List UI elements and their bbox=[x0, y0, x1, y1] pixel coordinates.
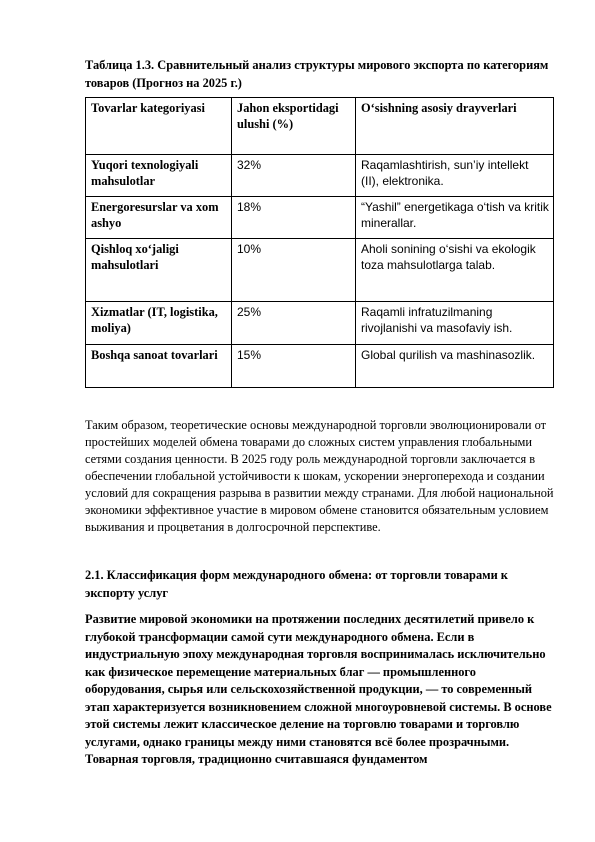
cell-category: Boshqa sanoat tovarlari bbox=[86, 345, 232, 388]
table-caption: Таблица 1.3. Сравнительный анализ структуры мирового экспорта по категориям товаров (Прогноз на 2025 г.) bbox=[85, 58, 549, 90]
table-row bbox=[86, 197, 554, 239]
table-row bbox=[86, 239, 554, 302]
cell-drivers: Global qurilish va mashinasozlik. bbox=[356, 345, 554, 388]
section-heading: 2.1. Классификация форм международного обмена: от торговли товарами к экспорту услуг bbox=[85, 568, 508, 600]
cell-share: 18% bbox=[232, 197, 356, 239]
cell-drivers: Raqamlashtirish, sun’iy intellekt (II), elektronika. bbox=[356, 155, 554, 197]
table-row bbox=[86, 155, 554, 197]
cell-category: Yuqori texnologiyali mahsulotlar bbox=[86, 155, 232, 197]
bold-paragraph: Развитие мировой экономики на протяжении последних десятилетий привело к глубокой трансформации самой сути международного обмена. Если в индустриальную эпоху международная торговля воспринималась исключительно как физическое перемещение материальных благ — промышленного оборудования, сырья или сельскохозяйственной продукции, — то современный этап характеризуется возникновением сложной многоуровневой системы. В основе этой системы лежит классическое деление на торговлю товарами и торговлю услугами, однако границы между ними становятся всё более прозрачными. Товарная торговля, традиционно считавшаяся фундаментом bbox=[85, 612, 552, 766]
cell-drivers: Aholi sonining o‘sishi va ekologik toza mahsulotlarga talab. bbox=[356, 239, 554, 302]
table-header-row bbox=[86, 98, 554, 155]
cell-drivers: “Yashil” energetikaga o‘tish va kritik minerallar. bbox=[356, 197, 554, 239]
table-row bbox=[86, 345, 554, 388]
body-paragraph: Таким образом, теоретические основы международной торговли эволюционировали от простейших моделей обмена товарами до сложных систем управления глобальными сетями создания ценности. В 2025 году роль международной торговли заключается в обеспечении глобальной устойчивости к шокам, ускорении энергоперехода и создании условий для сокращения разрыва в развитии между странами. Для любой национальной экономики эффективное участие в мировом обмене становится обязательным условием выживания и процветания в долгосрочной перспективе. bbox=[85, 418, 554, 534]
cell-category: Xizmatlar (IT, logistika, moliya) bbox=[86, 302, 232, 345]
cell-drivers: Raqamli infratuzilmaning rivojlanishi va masofaviy ish. bbox=[356, 302, 554, 345]
cell-share: 10% bbox=[232, 239, 356, 302]
export-structure-table bbox=[85, 97, 554, 388]
cell-share: 25% bbox=[232, 302, 356, 345]
cell-share: 32% bbox=[232, 155, 356, 197]
cell-share: 15% bbox=[232, 345, 356, 388]
table-row bbox=[86, 302, 554, 345]
cell-category: Energoresurslar va xom ashyo bbox=[86, 197, 232, 239]
header-category: Tovarlar kategoriyasi bbox=[86, 98, 232, 155]
cell-category: Qishloq xo‘jaligi mahsulotlari bbox=[86, 239, 232, 302]
header-share: Jahon eksportidagi ulushi (%) bbox=[232, 98, 356, 155]
header-drivers: O‘sishning asosiy drayverlari bbox=[356, 98, 554, 155]
